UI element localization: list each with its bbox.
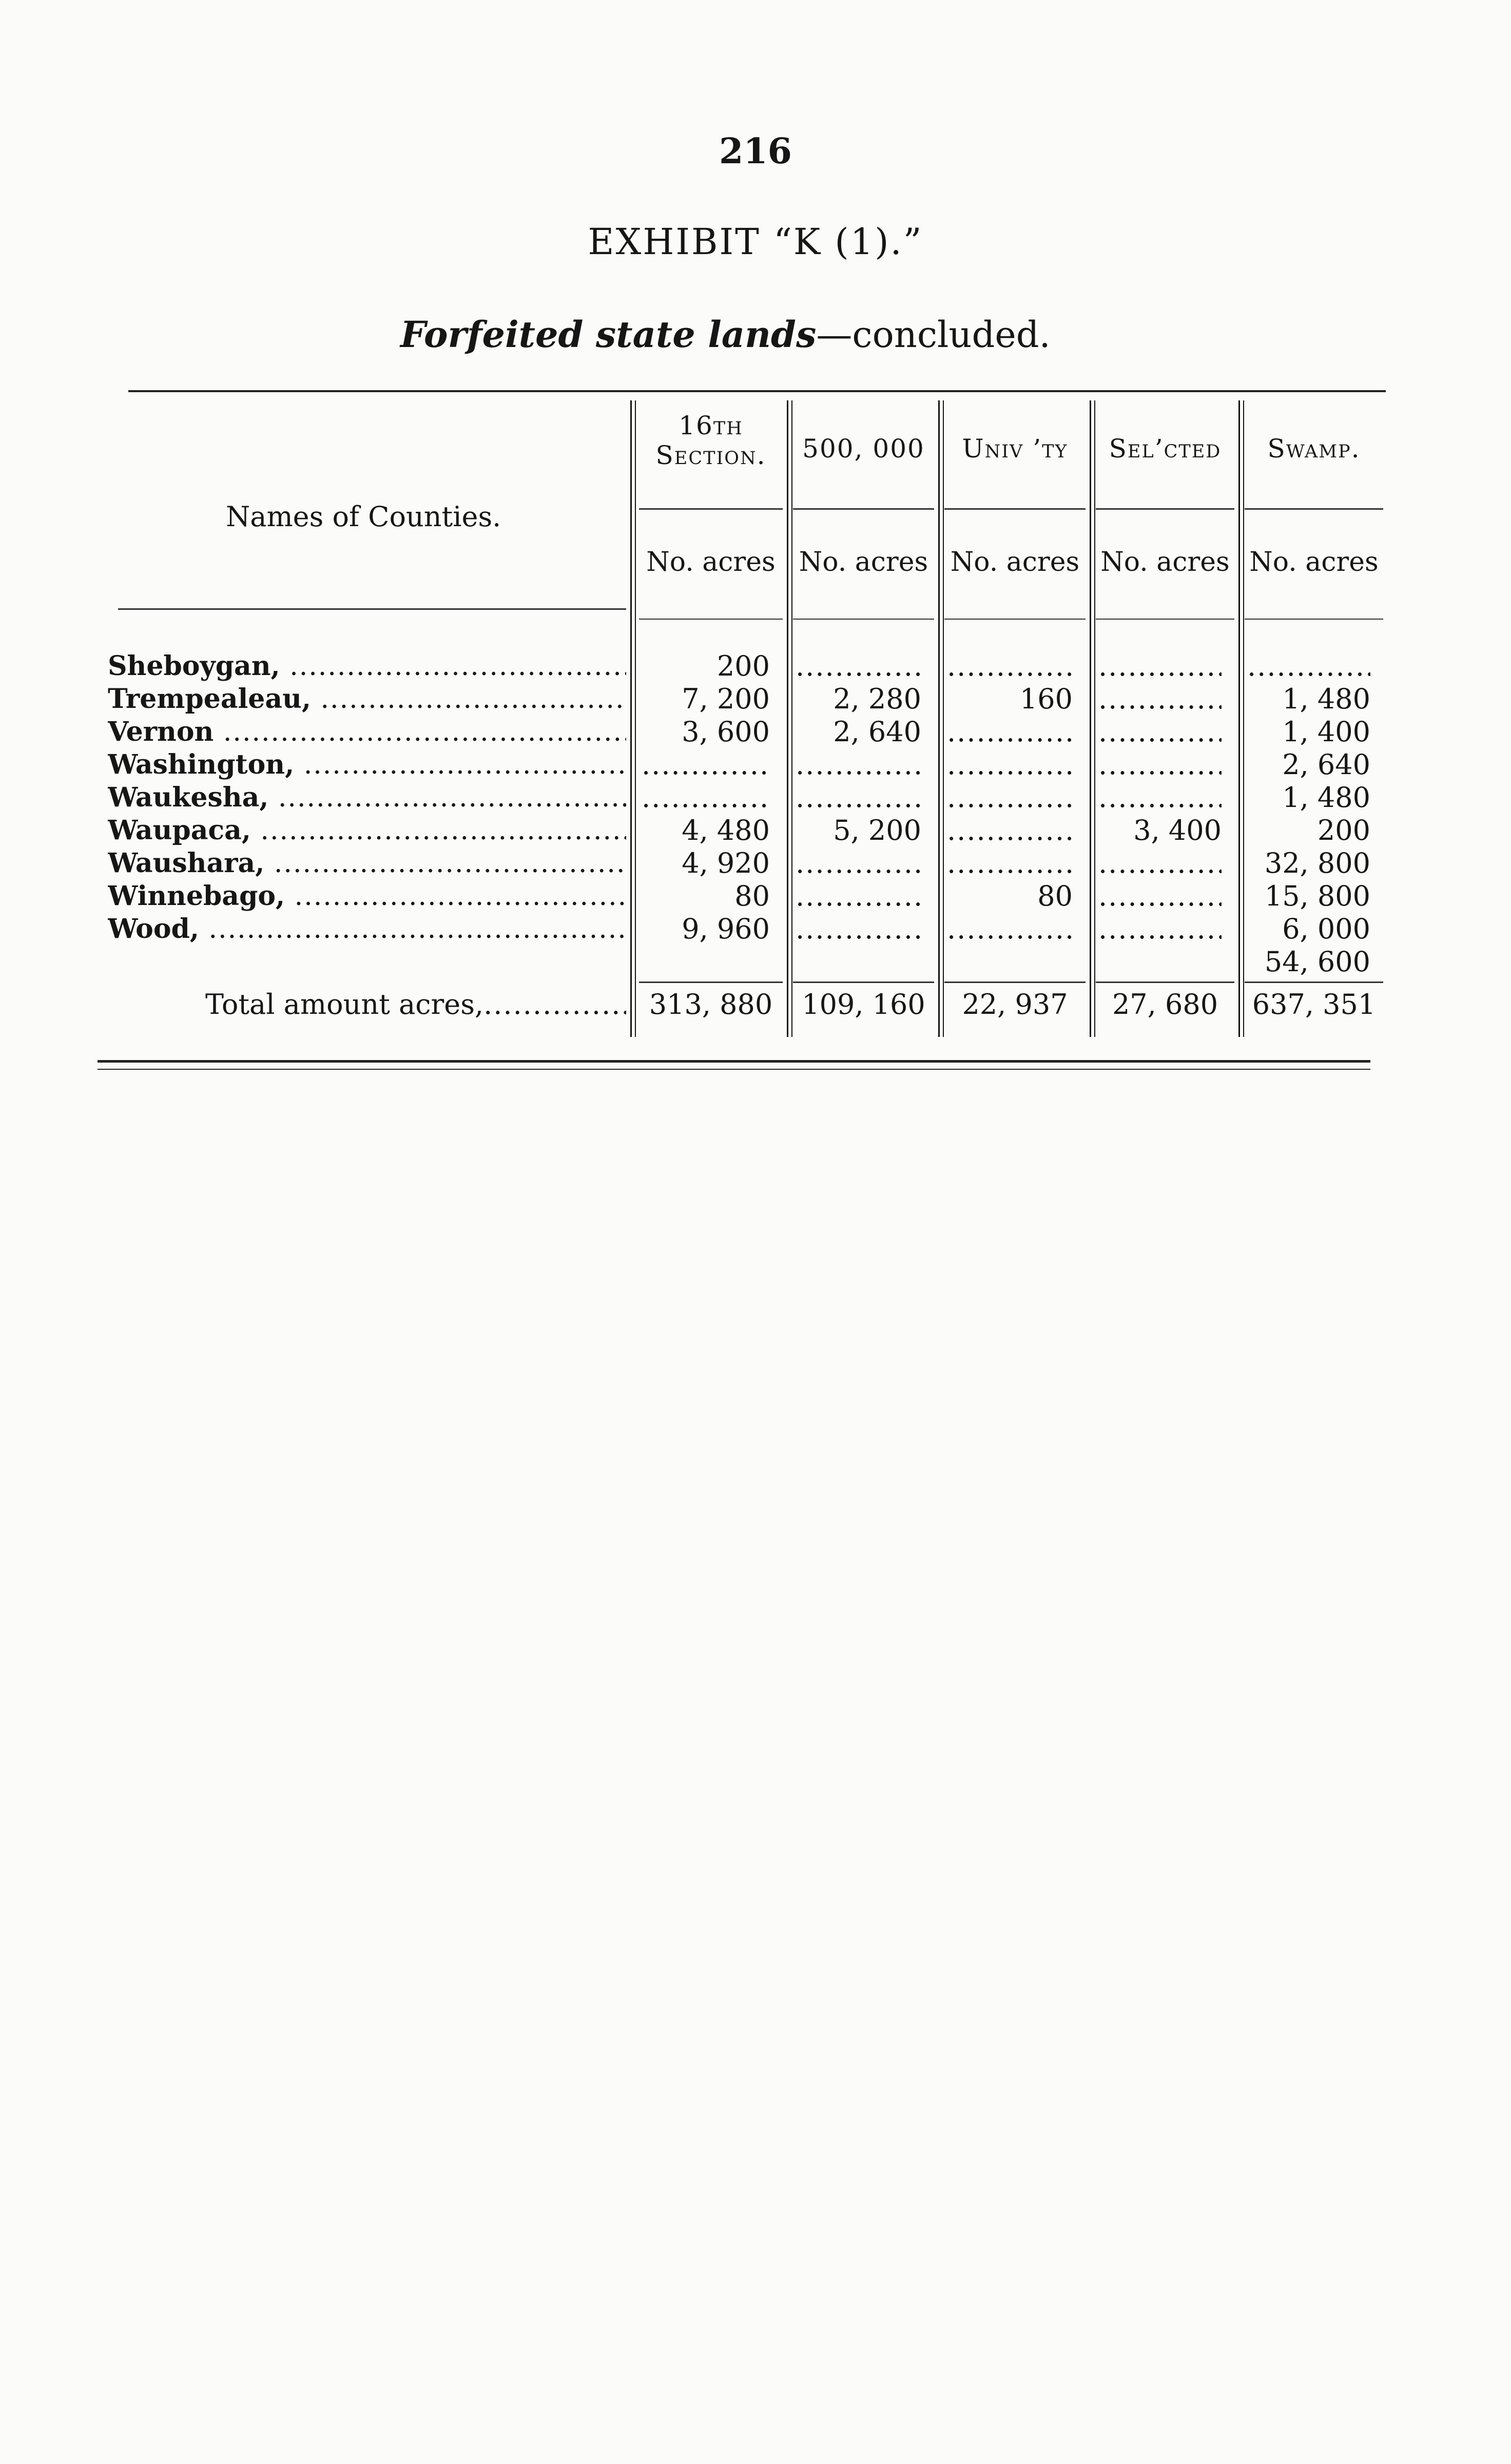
column-total-rule-five_hundred <box>793 981 934 983</box>
empty-cell-selcted <box>1098 749 1222 780</box>
county-name: Winnebago, ..... <box>108 881 626 912</box>
empty-cell-selcted <box>1098 914 1222 945</box>
cell-selcted: 3, 400 <box>1133 815 1222 846</box>
column-unit-selcted: No. acres <box>1100 547 1230 578</box>
county-name: Sheboygan, ..... <box>108 651 626 682</box>
column-total-rule-swamp <box>1245 981 1383 983</box>
cell-five_hundred: 5, 200 <box>833 815 921 846</box>
column-rule-3 <box>1090 400 1091 1037</box>
total-selcted: 27, 680 <box>1112 988 1218 1021</box>
county-name: Waushara, ..... <box>108 848 626 879</box>
empty-cell-univ <box>947 749 1073 780</box>
cell-sixteenth: 4, 480 <box>682 815 770 846</box>
empty-cell-univ <box>947 815 1073 846</box>
cell-sixteenth: 4, 920 <box>682 848 770 879</box>
column-header-sixteenth-line2: Section. <box>655 440 766 470</box>
column-rule-1 <box>787 400 788 1037</box>
cell-sixteenth: 3, 600 <box>682 717 770 747</box>
cell-five_hundred: 2, 640 <box>833 717 921 747</box>
empty-cell-five_hundred <box>796 749 921 780</box>
empty-cell-swamp <box>1247 651 1370 682</box>
cell-univ: 160 <box>1019 684 1073 715</box>
county-name: Waukesha, ..... <box>108 782 626 813</box>
county-name: Washington, ..... <box>108 749 626 780</box>
empty-cell-selcted <box>1098 684 1222 715</box>
column-total-rule-univ <box>944 981 1086 983</box>
column-header-five_hundred: 500, 000 <box>802 434 925 464</box>
column-rule-2-b <box>943 400 944 1037</box>
total-five_hundred: 109, 160 <box>802 988 925 1021</box>
table-bottom-rule-thick <box>98 1060 1370 1063</box>
column-rule-4-b <box>1243 400 1244 1037</box>
column-header-selcted: Sel’cted <box>1109 434 1222 464</box>
empty-cell-selcted <box>1098 651 1222 682</box>
empty-cell-selcted <box>1098 782 1222 813</box>
names-header-rule <box>118 608 626 610</box>
empty-cell-five_hundred <box>796 651 921 682</box>
empty-cell-sixteenth <box>642 749 770 780</box>
subtitle-rest: concluded. <box>852 314 1051 356</box>
column-unit-rule-sixteenth <box>639 619 783 620</box>
empty-cell-five_hundred <box>796 914 921 945</box>
empty-cell-univ <box>947 717 1073 747</box>
cell-five_hundred: 2, 280 <box>833 684 921 715</box>
column-header-rule-swamp <box>1245 508 1383 510</box>
county-name: Wood, ..... <box>108 914 626 945</box>
empty-cell-five_hundred <box>796 848 921 879</box>
cell-swamp: 32, 800 <box>1264 848 1370 879</box>
empty-cell-selcted <box>1098 881 1222 912</box>
column-rule-1-b <box>791 400 792 1037</box>
empty-cell-univ <box>947 651 1073 682</box>
subtitle <box>400 313 1068 356</box>
column-header-sixteenth: 16th <box>679 411 743 440</box>
cell-sixteenth: 7, 200 <box>682 684 770 715</box>
cell-swamp: 1, 480 <box>1282 782 1370 813</box>
empty-cell-univ <box>947 914 1073 945</box>
total-label: Total amount acres, ..... <box>205 988 626 1021</box>
total-swamp: 637, 351 <box>1252 988 1376 1021</box>
column-header-univ: Univ ’ty <box>962 434 1068 464</box>
cell-sixteenth: 200 <box>716 651 770 682</box>
cell-swamp: 200 <box>1317 815 1370 846</box>
column-unit-swamp: No. acres <box>1249 547 1379 578</box>
empty-cell-five_hundred <box>796 782 921 813</box>
exhibit-title: EXHIBIT “K (1).” <box>588 221 923 263</box>
county-name: Vernon ..... <box>108 717 626 747</box>
column-header-swamp: Swamp. <box>1267 434 1361 464</box>
cell-sixteenth: 9, 960 <box>682 914 770 945</box>
column-unit-univ: No. acres <box>950 547 1080 578</box>
cell-swamp: 1, 480 <box>1282 684 1370 715</box>
cell-swamp: 2, 640 <box>1282 749 1370 780</box>
column-unit-sixteenth: No. acres <box>646 547 776 578</box>
subtitle-italic: Forfeited state lands <box>400 313 817 356</box>
column-rule-4 <box>1238 400 1240 1037</box>
empty-cell-sixteenth <box>642 782 770 813</box>
column-rule-3-b <box>1094 400 1095 1037</box>
empty-cell-selcted <box>1098 717 1222 747</box>
county-name: Trempealeau, ..... <box>108 684 626 715</box>
column-unit-rule-swamp <box>1245 619 1383 620</box>
column-unit-rule-selcted <box>1096 619 1234 620</box>
county-name: Waupaca, ..... <box>108 815 626 846</box>
column-header-rule-five_hundred <box>793 508 934 510</box>
column-header-rule-sixteenth <box>639 508 783 510</box>
cell-swamp: 1, 400 <box>1282 717 1370 747</box>
column-total-rule-sixteenth <box>639 981 783 983</box>
cell-univ: 80 <box>1037 881 1073 912</box>
subtitle-dash: — <box>816 314 853 356</box>
empty-cell-univ <box>947 782 1073 813</box>
page-number: 216 <box>719 131 792 172</box>
column-rule-2 <box>938 400 940 1037</box>
column-header-rule-univ <box>944 508 1086 510</box>
names-of-counties-header: Names of Counties. <box>226 500 501 533</box>
column-unit-rule-five_hundred <box>793 619 934 620</box>
cell-swamp: 54, 600 <box>1264 947 1370 977</box>
empty-cell-five_hundred <box>796 881 921 912</box>
empty-cell-selcted <box>1098 848 1222 879</box>
table-bottom-rule-thin <box>98 1069 1370 1070</box>
empty-cell-univ <box>947 848 1073 879</box>
column-unit-five_hundred: No. acres <box>799 547 928 578</box>
cell-swamp: 15, 800 <box>1264 881 1370 912</box>
column-header-rule-selcted <box>1096 508 1234 510</box>
cell-sixteenth: 80 <box>734 881 770 912</box>
cell-swamp: 6, 000 <box>1282 914 1370 945</box>
column-total-rule-selcted <box>1096 981 1234 983</box>
total-sixteenth: 313, 880 <box>649 988 773 1021</box>
table-top-rule <box>128 390 1386 392</box>
total-univ: 22, 937 <box>962 988 1068 1021</box>
column-rule-0 <box>630 400 632 1037</box>
column-unit-rule-univ <box>944 619 1086 620</box>
column-rule-0-b <box>635 400 636 1037</box>
